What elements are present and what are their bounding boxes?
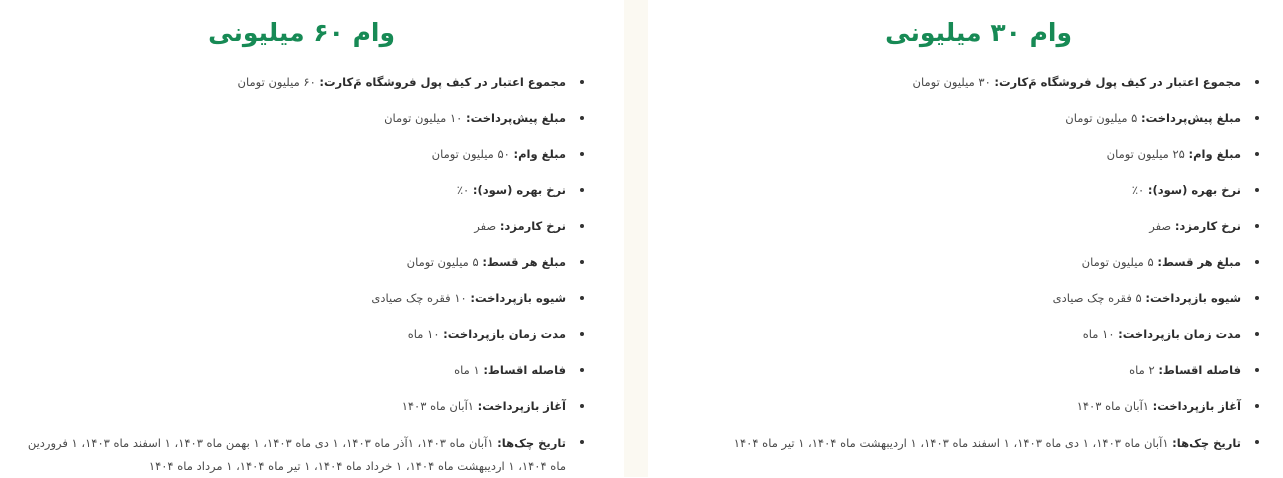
detail-value: ۵۰ میلیون تومان [431,147,510,161]
detail-cheque-dates [699,432,1259,455]
detail-repayment-method [14,288,584,324]
loan-30m-details-list [699,72,1259,455]
detail-fee-rate [699,216,1259,252]
detail-label: مجموع اعتبار در کیف پول فروشگاه مَ‌کارت: [319,75,566,89]
detail-cheque-dates [14,432,584,478]
detail-prepayment [699,108,1259,144]
detail-value: ۵ فقره چک صیادی [1052,291,1142,305]
detail-label: مبلغ هر قسط: [482,255,566,269]
detail-label: نرخ کارمزد: [499,219,566,233]
loan-30m-title: وام ۳۰ میلیونی [885,18,1072,47]
detail-value: ۰٪ [1131,183,1145,197]
detail-value: ۱۰ فقره چک صیادی [371,291,467,305]
detail-label: مجموع اعتبار در کیف پول فروشگاه مَ‌کارت: [994,75,1241,89]
detail-label: مبلغ وام: [1188,147,1241,161]
detail-label: مبلغ پیش‌پرداخت: [465,111,566,125]
loan-60m-card [0,0,624,477]
detail-label: آغاز بازپرداخت: [1152,399,1241,413]
detail-value: ۵ میلیون تومان [1081,255,1154,269]
detail-label: مبلغ وام: [513,147,566,161]
loan-60m-details-list [14,72,584,478]
detail-value: ۱ ماه [454,363,480,377]
detail-loan-amount [699,144,1259,180]
detail-repayment-start [699,396,1259,432]
detail-repayment-method [699,288,1259,324]
detail-value: صفر [474,219,497,233]
detail-value: ۱آبان ماه ۱۴۰۳، ۱آذر ماه ۱۴۰۳، ۱ دی ماه ۱۴۰۳، ۱ بهمن ماه ۱۴۰۳، ۱ اسفند ماه ۱۴۰۳، ۱ فروردین ماه ۱۴۰۴، ۱ اردیبهشت ماه ۱۴۰۴، ۱ خرداد ماه ۱۴۰۴، ۱ تیر ماه ۱۴۰۴، ۱ مرداد ماه ۱۴۰۴ [27,436,566,473]
detail-installment-interval [14,360,584,396]
detail-label: آغاز بازپرداخت: [477,399,566,413]
detail-label: مدت زمان بازپرداخت: [443,327,566,341]
detail-value: ۳۰ میلیون تومان [912,75,991,89]
detail-installment-amount [699,252,1259,288]
detail-total-credit [699,72,1259,108]
detail-loan-amount [14,144,584,180]
detail-label: تاریخ چک‌ها: [497,436,566,450]
detail-label: نرخ کارمزد: [1174,219,1241,233]
detail-value: ۱آبان ماه ۱۴۰۳، ۱ دی ماه ۱۴۰۳، ۱ اسفند ماه ۱۴۰۳، ۱ اردیبهشت ماه ۱۴۰۴، ۱ تیر ماه ۱۴۰۴ [733,436,1169,450]
detail-installment-interval [699,360,1259,396]
detail-label: فاصله اقساط: [483,363,566,377]
detail-label: نرخ بهره (سود): [472,183,566,197]
loan-30m-card [648,0,1283,477]
detail-repayment-start [14,396,584,432]
column-divider [624,0,648,477]
detail-label: مبلغ پیش‌پرداخت: [1140,111,1241,125]
loan-60m-title: وام ۶۰ میلیونی [208,18,395,47]
detail-label: فاصله اقساط: [1158,363,1241,377]
detail-label: شیوه بازپرداخت: [1145,291,1241,305]
detail-fee-rate [14,216,584,252]
detail-value: ۵ میلیون تومان [1065,111,1138,125]
detail-value: ۱۰ ماه [1082,327,1115,341]
detail-value: ۶۰ میلیون تومان [237,75,316,89]
detail-label: مبلغ هر قسط: [1157,255,1241,269]
detail-label: مدت زمان بازپرداخت: [1118,327,1241,341]
detail-value: ۱آبان ماه ۱۴۰۳ [1076,399,1149,413]
detail-value: ۲۵ میلیون تومان [1106,147,1185,161]
detail-value: صفر [1149,219,1172,233]
detail-value: ۵ میلیون تومان [406,255,479,269]
detail-value: ۱آبان ماه ۱۴۰۳ [401,399,474,413]
detail-label: تاریخ چک‌ها: [1172,436,1241,450]
detail-interest-rate [14,180,584,216]
detail-label: نرخ بهره (سود): [1147,183,1241,197]
detail-value: ۱۰ میلیون تومان [384,111,463,125]
detail-value: ۲ ماه [1129,363,1155,377]
detail-repayment-duration [699,324,1259,360]
detail-installment-amount [14,252,584,288]
detail-repayment-duration [14,324,584,360]
detail-total-credit [14,72,584,108]
detail-value: ۱۰ ماه [407,327,440,341]
detail-label: شیوه بازپرداخت: [470,291,566,305]
detail-interest-rate [699,180,1259,216]
detail-value: ۰٪ [456,183,470,197]
detail-prepayment [14,108,584,144]
